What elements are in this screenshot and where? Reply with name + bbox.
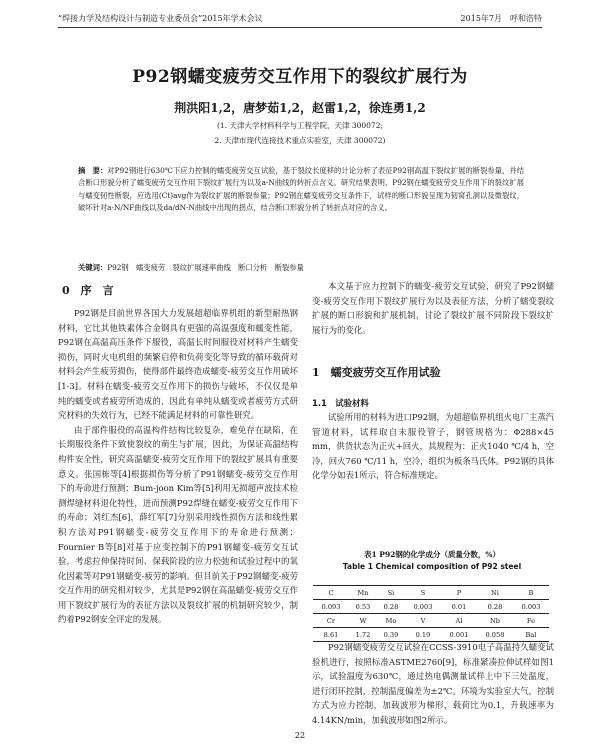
affiliation-2: 2. 天津市现代连接技术重点实验室，天津 300072): [214, 136, 386, 145]
table-cell: 0.53: [349, 600, 377, 614]
table-cell: Nb: [477, 614, 513, 628]
table-cell: 0.01: [441, 600, 477, 614]
table-cell: P: [441, 586, 477, 600]
section-1-title: 1 蠕变疲劳交互作用试验: [312, 366, 441, 379]
table-cell: 0.093: [313, 600, 349, 614]
paper-title: P92钢蠕变疲劳交互作用下的裂纹扩展行为: [132, 67, 468, 87]
abstract-label: 摘 要：: [78, 166, 108, 175]
table-row: [313, 600, 549, 614]
table-cell: 1.72: [349, 628, 377, 642]
table-cell: 0.28: [377, 600, 405, 614]
table-cell: Fe: [513, 614, 549, 628]
header-rule: [58, 27, 542, 28]
table-cell: Ni: [477, 586, 513, 600]
table-cell: Mn: [349, 586, 377, 600]
page-number: 22: [294, 731, 306, 740]
table-1-caption-en: Table 1 Chemical composition of P92 steel: [342, 562, 522, 571]
table-cell: 0.39: [377, 628, 405, 642]
running-header-right: 2015年7月 呼和浩特: [460, 14, 542, 23]
section-0-title: 0 序 言: [62, 284, 114, 297]
table-cell: 0.28: [477, 600, 513, 614]
material-paragraph: 试验所用的材料为进口P92钢，为超超临界机组火电厂主蒸汽管道材料，试样取自未服役管子，钢管规格为：Φ288×45 mm，供货状态为正火+回火，其规程为：正火1040 ℃/4 h，空冷，回火760 ℃/11 h，空冷，组织为板条马氏体。P92钢的具体化学分如表1所示，符合标准规定。: [312, 412, 554, 481]
right-column-intro: [312, 279, 554, 337]
keywords-label: 关键词：: [78, 263, 108, 272]
keywords-text: P92钢 蠕变疲劳 裂纹扩展速率曲线 断口分析 断裂参量: [107, 263, 304, 272]
abstract-text: 对P92钢进行630℃下应力控制的蠕变疲劳交互试验，基于裂纹长度移的计论分析了表征P92钢高温下裂纹扩展的断裂参量，并结合断口形貌分析了蠕变疲劳交互作用下裂纹扩展行为以及a-N曲线的转折点含义。研究结果表明，P92钢在蠕变疲劳交互作用下的裂纹扩展与蠕变韧性断裂，应选用(Ct)avg作为裂纹扩展的断裂参量；P92钢在蠕变疲劳交互条件下，试样的断口形貌呈现为韧窝孔洞以及微裂纹，破坏针对a-N/NF曲线以及da/dN-N曲线中出现的拐点，结合断口形貌分析了转折点对应的含义。: [78, 166, 524, 213]
table-cell: Al: [441, 614, 477, 628]
material-body: [312, 410, 554, 483]
intro-paragraph-2: 由于部件服役的高温构件结构比较复杂，难免存在缺陷，在长期服役条件下致使裂纹的萌生与扩展，因此，为保证高温结构构件安全性，研究高温蠕变-疲劳交互作用下的裂纹扩展具有重要意义。张国栋等[4]根据损伤等分析了P91钢蠕变-疲劳交互作用下的寿命进行预测；Bum-joon Kim等[5]利用无损超声波技术检测焊缝材料退化特性，进而预测P92焊缝在蠕变-疲劳交互作用下的寿命；刘红杰[6]，薛红军[7]分别采用线性损伤方法和线性累积方法对P91钢蠕变-疲劳交互作用下的寿命进行预测；Fournier B等[8]对基于应变控制下的P91钢蠕变-疲劳交互试验，考虑拉伸保持时间、保载阶段的应力松弛和试验过程中的氧化因素等对P91钢蠕变-疲劳的影响。但目前关于P92钢蠕变-疲劳交互作用的研究相对较少，尤其是P92钢在高温蠕变-疲劳交互作用下裂纹扩展行为的表征方法以及裂纹扩展的机制研究较少，制约着P92钢安全评定的发展。: [58, 424, 298, 625]
table-row: [313, 586, 549, 600]
subsection-1-1-title: 1.1 试验材料: [312, 398, 369, 408]
table-row: [313, 614, 549, 628]
table-cell: 8.61: [313, 628, 349, 642]
chemical-composition-table: [313, 585, 549, 642]
table-cell: 0.003: [513, 600, 549, 614]
table-cell: 0.003: [405, 600, 441, 614]
table-cell: C: [313, 586, 349, 600]
table-cell: 0.19: [405, 628, 441, 642]
abstract: [78, 165, 524, 215]
running-header-left: “焊接力学及结构设计与制造专业委员会”2015年学术会议: [58, 14, 263, 23]
keywords: [78, 263, 524, 273]
test-paragraph: P92钢蠕变疲劳交互试验在CCSS-3910电子高温持久蠕变试验机进行，按照标准ASTME2760[9]，标准紧凑拉伸试样如图1示，试验温度为630℃，通过热电偶测量试样上中下三处温度，进行闭环控制，控制温度偏差为±2℃。环境为实验室大气，控制方式为应力控制，加载波形为梯形，载荷比为0.1，升载速率为4.14KN/min，加载波形如图2所示。: [312, 642, 554, 725]
table-cell: Bal: [513, 628, 549, 642]
table-cell: Mo: [377, 614, 405, 628]
intro-paragraph-3: 本文基于应力控制下的蠕变-疲劳交互试验，研究了P92钢蠕变-疲劳交互作用下裂纹扩展行为以及表征方法，分析了蠕变裂纹扩展的断口形貌和扩展机制，讨论了裂纹扩展不同阶段下裂纹扩展行为的变化。: [312, 281, 554, 335]
table-cell: W: [349, 614, 377, 628]
table-cell: 0.058: [477, 628, 513, 642]
author-list: 荆洪阳1,2，唐梦茹1,2，赵雷1,2，徐连勇1,2: [174, 101, 426, 115]
table-cell: V: [405, 614, 441, 628]
table-cell: S: [405, 586, 441, 600]
table-cell: Si: [377, 586, 405, 600]
table-cell: 0.001: [441, 628, 477, 642]
table-cell: Cr: [313, 614, 349, 628]
left-column-body: [58, 306, 298, 627]
table-cell: B: [513, 586, 549, 600]
table-1-caption-cn: 表1 P92钢的化学成分（质量分数，%）: [363, 550, 501, 559]
intro-paragraph-1: P92钢是目前世界各国大力发展超超临界机组的新型耐热钢材料，它比其他铁素体合金钢具有更强的高温强度和蠕变性能，P92钢在高温高压条件下服役，高温长时间服役对材料产生蠕变损伤，同时火电机组的频繁启停和负荷变化等导致的循环载荷对材料会产生疲劳损伤，使得部件最终造成蠕变-疲劳交互作用破坏[1-3]。材料在蠕变-疲劳交互作用下的损伤与破坏，不仅仅是单纯的蠕变或者疲劳所造成的，因此有单纯从蠕变或者疲劳方式研究材料的失效行为，已经不能满足材料的可靠性研究。: [58, 308, 298, 421]
test-body: [312, 640, 554, 728]
affiliation-1: (1. 天津大学材料科学与工程学院，天津 300072;: [216, 121, 383, 130]
